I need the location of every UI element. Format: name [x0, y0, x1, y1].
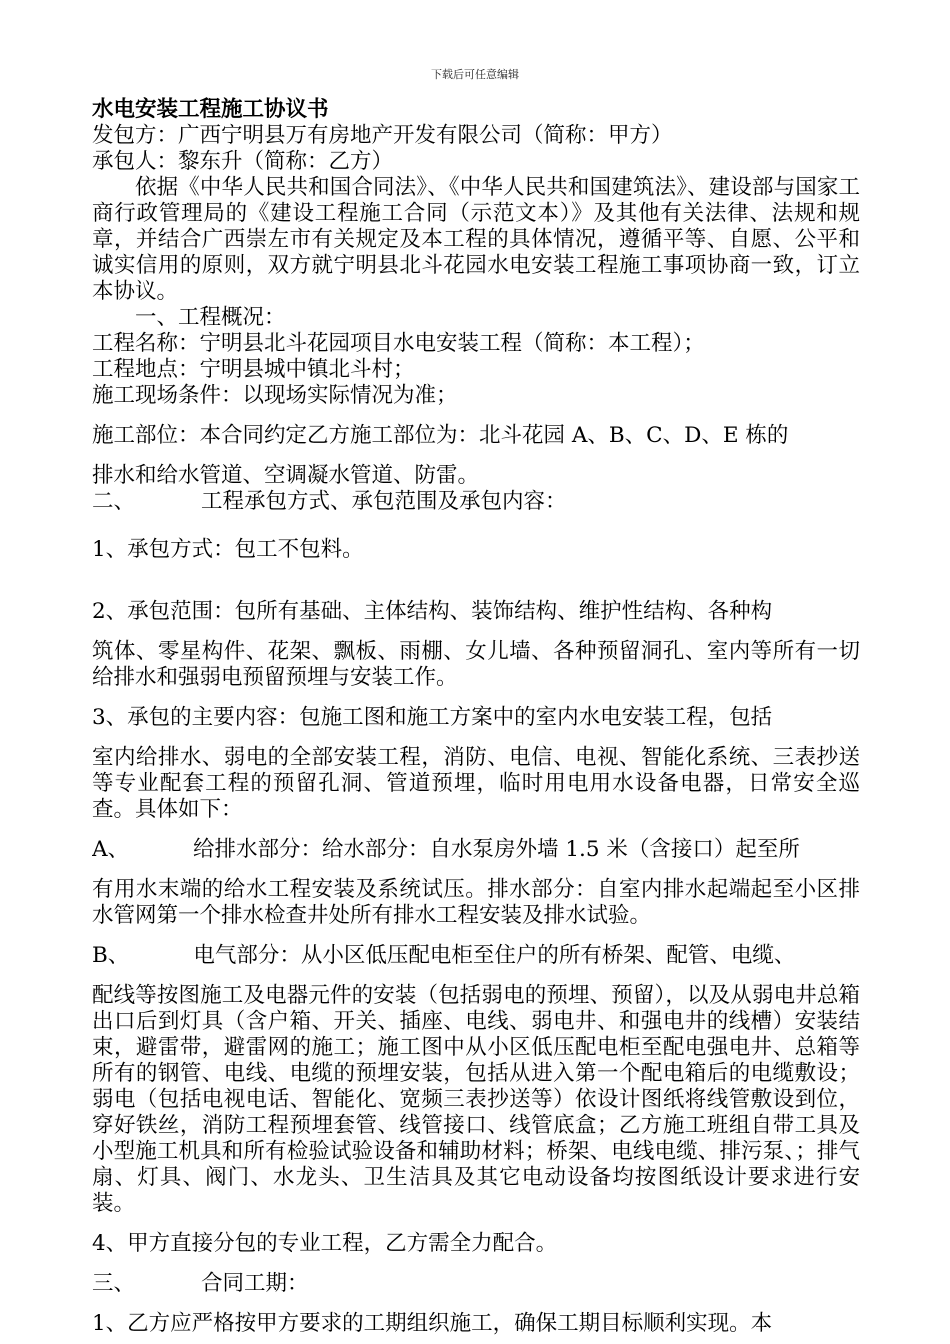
- section-2-number: 二、: [92, 489, 136, 514]
- item-3-line-1: 3、承包的主要内容：包施工图和施工方案中的室内水电安装工程，包括: [92, 705, 773, 730]
- item-b-rest: 配线等按图施工及电器元件的安装（包括弱电的预埋、预留），以及从弱电井总箱出口后到灯具（含户箱、开关、插座、电线、弱电井、和强电井的线槽）安装结束，避雷带，避雷网的施工；施工图中从小区低压配电柜至配电强电井、总箱等所有的钢管、电线、电缆的预埋安装，包括从进入第一个配电箱后的电缆敷设；弱电（包括电视电话、智能化、宽频三表抄送等）依设计图纸将线管敷设到位，穿好铁丝，消防工程预埋套管、线管接口、线管底盒；乙方施工班组自带工具及小型施工机具和所有检验试验设备和辅助材料；桥架、电线电缆、排污泵、；排气扇、灯具、阀门、水龙头、卫生洁具及其它电动设备均按图纸设计要求进行安装。: [92, 983, 860, 1216]
- section-2-heading: [92, 489, 860, 515]
- section-1-heading: 一、工程概况：: [135, 305, 286, 330]
- document-title: 水电安装工程施工协议书: [92, 97, 329, 122]
- item-2-rest: 筑体、零星构件、花架、飘板、雨棚、女儿墙、各种预留洞孔、室内等所有一切给排水和强弱电预留预埋与安装工作。: [92, 639, 860, 690]
- item-3-rest: 室内给排水、弱电的全部安装工程，消防、电信、电视、智能化系统、三表抄送等专业配套工程的预留孔洞、管道预埋，临时用电用水设备电器，日常安全巡查。具体如下：: [92, 745, 860, 822]
- section-3-number: 三、: [92, 1271, 136, 1296]
- party-a: 发包方：广西宁明县万有房地产开发有限公司（简称：甲方）: [92, 123, 673, 148]
- item-a-text: 给排水部分：给水部分：自水泵房外墙 1.5 米（含接口）起至所: [193, 837, 800, 862]
- site-conditions: 施工现场条件：以现场实际情况为准；: [92, 383, 458, 408]
- item-a-rest: 有用水末端的给水工程安装及系统试压。排水部分：自室内排水起端起至小区排水管网第一个排水检查井处所有排水工程安装及排水试验。: [92, 877, 860, 928]
- section-3-title: 合同工期：: [201, 1271, 309, 1296]
- item-b-number: B、: [92, 943, 130, 968]
- scope-location-line-1: 施工部位：本合同约定乙方施工部位为：北斗花园 A、B、C、D、E 栋的: [92, 423, 789, 448]
- section-2-title: 工程承包方式、承包范围及承包内容：: [201, 489, 567, 514]
- intro-paragraph: 依据《中华人民共和国合同法》、《中华人民共和国建筑法》、建设部与国家工商行政管理局的《建设工程施工合同（示范文本）》及其他有关法律、法规和规章，并结合广西崇左市有关规定及本工程的具体情况，遵循平等、自愿、公平和诚实信用的原则，双方就宁明县北斗花园水电安装工程施工事项协商一致，订立本协议。: [92, 175, 860, 304]
- scope-location-line-2: 排水和给水管道、空调凝水管道、防雷。: [92, 463, 480, 488]
- item-4: 4、甲方直接分包的专业工程，乙方需全力配合。: [92, 1231, 558, 1256]
- item-2-line-1: 2、承包范围：包所有基础、主体结构、装饰结构、维护性结构、各种构: [92, 599, 773, 624]
- item-1: 1、承包方式：包工不包料。: [92, 537, 364, 562]
- project-location: 工程地点：宁明县城中镇北斗村；: [92, 357, 415, 382]
- item-b-text: 电气部分：从小区低压配电柜至住户的所有桥架、配管、电缆、: [193, 943, 796, 968]
- item-a-line-1: [92, 837, 860, 863]
- section-3-heading: [92, 1271, 860, 1297]
- document-body: [92, 96, 860, 1337]
- party-b: 承包人：黎东升（简称：乙方）: [92, 149, 394, 174]
- item-a-number: A、: [92, 837, 130, 862]
- page-header: 下载后可任意编辑: [431, 68, 519, 81]
- section-3-item-1: 1、乙方应严格按甲方要求的工期组织施工，确保工期目标顺利实现。本: [92, 1311, 773, 1336]
- item-b-line-1: [92, 943, 860, 969]
- project-name: 工程名称：宁明县北斗花园项目水电安装工程（简称：本工程）；: [92, 331, 705, 356]
